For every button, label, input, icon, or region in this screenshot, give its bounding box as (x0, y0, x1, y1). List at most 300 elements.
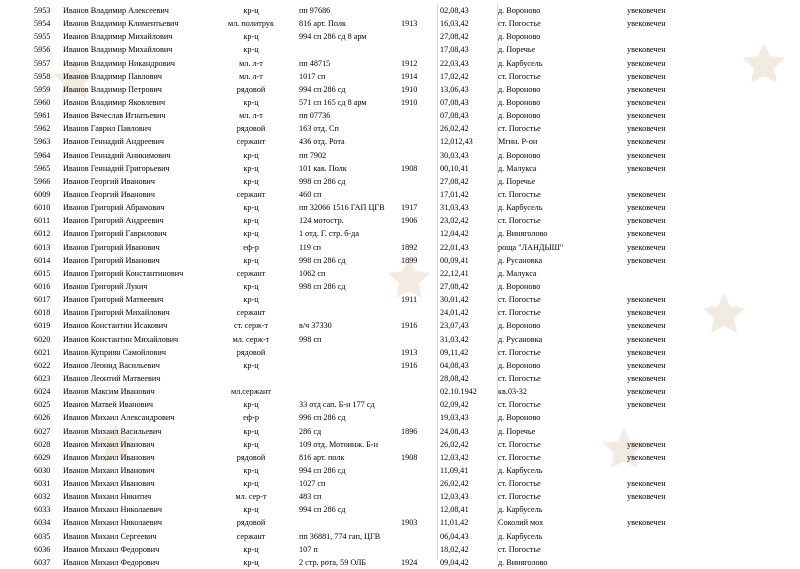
military-rank: еф-р (243, 242, 259, 252)
memorial-status: увековечен (627, 518, 666, 528)
record-number: 6033 (34, 505, 51, 515)
death-date: 12,03,43 (440, 492, 469, 502)
burial-place: роща "ЛАНДЫШ" (498, 242, 564, 252)
death-date: 23,07,43 (440, 321, 469, 331)
burial-place: ст. Погостье (498, 295, 541, 305)
record-number: 6024 (34, 387, 51, 397)
burial-place: ст. Погостье (498, 400, 541, 410)
person-name: Иванов Григорий Иванович (63, 255, 160, 265)
burial-place: д. Виняголово (498, 229, 548, 239)
military-rank: мл. политрук (228, 19, 274, 29)
death-date: 17,08,43 (440, 45, 469, 55)
death-date: 04,08,43 (440, 360, 469, 370)
death-date: 11,09,41 (440, 465, 469, 475)
military-rank: кр-ц (243, 544, 259, 554)
burial-place: ст. Погостье (498, 71, 541, 81)
burial-place: д. Вороново (498, 111, 541, 121)
record-number: 6018 (34, 308, 51, 318)
record-number: 5956 (34, 45, 51, 55)
person-name: Иванов Владимир Климентьевич (63, 19, 179, 29)
person-name: Иванов Вячеслав Игнатьевич (63, 111, 166, 121)
birth-year: 1908 (401, 452, 418, 462)
record-number: 6019 (34, 321, 51, 331)
memorial-status: увековечен (627, 84, 666, 94)
burial-place: д. Малукса (498, 163, 537, 173)
birth-year: 1903 (401, 518, 418, 528)
person-name: Иванов Владимир Михайлович (63, 45, 173, 55)
memorial-status: увековечен (627, 6, 666, 15)
burial-place: ст. Погостье (498, 544, 541, 554)
record-number: 6015 (34, 268, 51, 278)
person-name: Иванов Леонид Васильевич (63, 360, 160, 370)
person-name: Иванов Михаил Васильевич (63, 426, 162, 436)
record-number: 5954 (34, 19, 51, 29)
table-row (0, 4, 800, 17)
death-date: 00,09,41 (440, 255, 469, 265)
military-unit: 998 сп 286 сд (299, 281, 346, 291)
military-unit: пп 7902 (299, 150, 327, 160)
person-name: Иванов Владимир Никандрович (63, 58, 176, 68)
military-rank: кр-ц (243, 281, 259, 291)
death-date: 06,04,43 (440, 531, 469, 541)
person-name: Иванов Григорий Абрамович (63, 203, 165, 213)
memorial-status: увековечен (627, 124, 666, 134)
birth-year: 1910 (401, 97, 418, 107)
birth-year: 1896 (401, 426, 418, 436)
military-rank: кр-ц (243, 426, 259, 436)
record-number: 5965 (34, 163, 51, 173)
death-date: 23,02,42 (440, 216, 469, 226)
table-row (0, 398, 800, 411)
birth-year: 1911 (401, 295, 418, 305)
person-name: Иванов Максим Иванович (63, 387, 155, 397)
military-rank: сержант (236, 137, 266, 147)
person-name: Иванов Михаил Иванович (63, 479, 155, 489)
military-unit: 483 сп (299, 492, 322, 502)
table-row (0, 188, 800, 201)
birth-year: 1899 (401, 255, 418, 265)
person-name: Иванов Григорий Матвеевич (63, 295, 164, 305)
person-name: Иванов Михаил Иванович (63, 439, 155, 449)
person-name: Иванов Михаил Иванович (63, 452, 155, 462)
person-name: Иванов Михаил Иванович (63, 465, 155, 475)
burial-place: ст. Погостье (498, 124, 541, 134)
person-name: Иванов Владимир Алексеевич (63, 6, 169, 15)
memorial-status: увековечен (627, 137, 666, 147)
memorial-status: увековечен (627, 479, 666, 489)
military-rank: кр-ц (243, 163, 259, 173)
record-number: 6022 (34, 360, 51, 370)
burial-place: д. Поречье (498, 426, 536, 436)
memorial-status: увековечен (627, 439, 666, 449)
death-date: 26,02,42 (440, 439, 469, 449)
military-unit: 998 сп 286 сд (299, 176, 346, 186)
memorial-status: увековечен (627, 45, 666, 55)
burial-place: д. Вороново (498, 150, 541, 160)
death-date: 22,12,41 (440, 268, 469, 278)
table-row (0, 451, 800, 464)
birth-year: 1914 (401, 71, 418, 81)
table-row (0, 17, 800, 30)
memorial-status: увековечен (627, 163, 666, 173)
record-number: 5961 (34, 111, 51, 121)
burial-place: ст. Погостье (498, 308, 541, 318)
person-name: Иванов Леонтий Матвеевич (63, 373, 161, 383)
death-date: 28,08,42 (440, 373, 469, 383)
military-rank: кр-ц (243, 400, 259, 410)
military-rank: кр-ц (243, 360, 259, 370)
military-unit: 1 отд. Г. стр. б-да (299, 229, 359, 239)
military-rank: рядовой (236, 518, 266, 528)
death-date: 27,08,42 (440, 176, 469, 186)
military-rank: еф-р (243, 413, 259, 423)
table-row (0, 346, 800, 359)
military-rank: мл. л-т (239, 111, 263, 121)
military-rank: рядовой (236, 452, 266, 462)
military-unit: 816 арт. Полк (299, 19, 346, 29)
death-date: 26,02,42 (440, 124, 469, 134)
memorial-status: увековечен (627, 347, 666, 357)
military-rank: кр-ц (243, 505, 259, 515)
table-row (0, 477, 800, 490)
death-date: 18,02,42 (440, 544, 469, 554)
person-name: Иванов Константин Исакович (63, 321, 168, 331)
burial-place: д. Виняголово (498, 557, 548, 567)
person-name: Иванов Геннадий Аникимович (63, 150, 171, 160)
table-row (0, 503, 800, 516)
military-unit: 286 сд (299, 426, 322, 436)
table-row (0, 306, 800, 319)
military-unit: пп 36881, 774 гап, ЦГВ (299, 531, 381, 541)
birth-year: 1906 (401, 216, 418, 226)
person-name: Иванов Григорий Гаврилович (63, 229, 167, 239)
record-number: 5957 (34, 58, 51, 68)
person-name: Иванов Михаил Николаевич (63, 505, 163, 515)
memorial-status: увековечен (627, 400, 666, 410)
record-number: 6031 (34, 479, 51, 489)
military-rank: кр-ц (243, 150, 259, 160)
burial-place: ст. Погостье (498, 439, 541, 449)
military-rank: рядовой (236, 124, 266, 134)
military-unit: 107 п (299, 544, 318, 554)
death-date: 26,02,42 (440, 479, 469, 489)
burial-place: д. Вороново (498, 281, 541, 291)
military-unit: 163 отд. Сп (299, 124, 339, 134)
military-rank: кр-ц (243, 295, 259, 305)
military-rank: кр-ц (243, 6, 259, 15)
memorial-status: увековечен (627, 360, 666, 370)
burial-place: д. Карбусель (498, 531, 543, 541)
burial-place: д. Малукса (498, 268, 537, 278)
burial-place: ст. Погостье (498, 452, 541, 462)
death-date: 31,03,43 (440, 203, 469, 213)
military-rank: рядовой (236, 347, 266, 357)
military-unit: 998 сп 286 сд (299, 255, 346, 265)
military-rank: кр-ц (243, 203, 259, 213)
table-row (0, 83, 800, 96)
burial-place: Соколий мох (498, 518, 544, 528)
burial-place: д. Карбусель (498, 505, 543, 515)
death-date: 30,03,43 (440, 150, 469, 160)
memorial-status: увековечен (627, 242, 666, 252)
military-unit: 119 сп (299, 242, 322, 252)
military-rank: кр-ц (243, 216, 259, 226)
person-name: Иванов Михаил Сергеевич (63, 531, 157, 541)
person-name: Иванов Григорий Иванович (63, 242, 160, 252)
burial-place: ст. Погостье (498, 216, 541, 226)
memorial-list-table (0, 4, 800, 569)
person-name: Иванов Владимир Яковлевич (63, 97, 166, 107)
table-row (0, 319, 800, 332)
person-name: Иванов Георгий Иванович (63, 189, 155, 199)
table-row (0, 43, 800, 56)
record-number: 6023 (34, 373, 51, 383)
military-rank: ст. серж-т (233, 321, 269, 331)
death-date: 17,02,42 (440, 71, 469, 81)
table-row (0, 201, 800, 214)
military-unit: 994 сп 286 сд (299, 465, 346, 475)
burial-place: д. Русановка (498, 255, 543, 265)
memorial-status: увековечен (627, 321, 666, 331)
military-unit: пп 07736 (299, 111, 331, 121)
memorial-status: увековечен (627, 452, 666, 462)
burial-place: д. Вороново (498, 360, 541, 370)
memorial-status: увековечен (627, 373, 666, 383)
memorial-status: увековечен (627, 189, 666, 199)
memorial-status: увековечен (627, 97, 666, 107)
death-date: 24,08,43 (440, 426, 469, 436)
memorial-status: увековечен (627, 295, 666, 305)
record-number: 5964 (34, 150, 51, 160)
person-name: Иванов Куприян Самойлович (63, 347, 166, 357)
military-rank: кр-ц (243, 439, 259, 449)
person-name: Иванов Матвей Иванович (63, 400, 153, 410)
military-unit: 1062 сп (299, 268, 326, 278)
death-date: 00,10,41 (440, 163, 469, 173)
death-date: 02,09,42 (440, 400, 469, 410)
table-row (0, 333, 800, 346)
person-name: Иванов Георгий Иванович (63, 176, 155, 186)
record-number: 6032 (34, 492, 51, 502)
record-number: 6013 (34, 242, 51, 252)
memorial-status: увековечен (627, 334, 666, 344)
military-unit: пп 97686 (299, 6, 331, 15)
table-row (0, 267, 800, 280)
record-number: 6021 (34, 347, 51, 357)
person-name: Иванов Михаил Федорович (63, 544, 160, 554)
burial-place: ст. Погостье (498, 479, 541, 489)
table-row (0, 385, 800, 398)
person-name: Иванов Константин Михайлович (63, 334, 179, 344)
person-name: Иванов Владимир Михайлович (63, 32, 173, 42)
death-date: 12,03,42 (440, 452, 469, 462)
memorial-status: увековечен (627, 58, 666, 68)
death-date: 17,01,42 (440, 189, 469, 199)
record-number: 6029 (34, 452, 51, 462)
birth-year: 1910 (401, 84, 418, 94)
person-name: Иванов Геннадий Андреевич (63, 137, 164, 147)
memorial-status: увековечен (627, 19, 666, 29)
memorial-status: увековечен (627, 203, 666, 213)
record-number: 6020 (34, 334, 51, 344)
death-date: 13,06,43 (440, 84, 469, 94)
birth-year: 1917 (401, 203, 418, 213)
military-rank: кр-ц (243, 229, 259, 239)
person-name: Иванов Геннадий Григорьевич (63, 163, 170, 173)
birth-year: 1913 (401, 19, 418, 29)
record-number: 6027 (34, 426, 51, 436)
military-unit: 124 мотостр. (299, 216, 344, 226)
military-rank: сержант (236, 531, 266, 541)
military-rank: рядовой (236, 84, 266, 94)
military-unit: 109 отд. Мотоинж. Б-н (299, 439, 378, 449)
military-rank: сержант (236, 268, 266, 278)
person-name: Иванов Михаил Федорович (63, 557, 160, 567)
record-number: 6014 (34, 255, 51, 265)
military-unit: 994 сп 286 сд (299, 84, 346, 94)
birth-year: 1916 (401, 360, 418, 370)
memorial-status: увековечен (627, 111, 666, 121)
record-number: 6034 (34, 518, 51, 528)
table-row (0, 464, 800, 477)
burial-place: ст. Погостье (498, 373, 541, 383)
record-number: 5958 (34, 71, 51, 81)
person-name: Иванов Михаил Никитич (63, 492, 152, 502)
record-number: 6012 (34, 229, 51, 239)
record-number: 6036 (34, 544, 51, 554)
death-date: 31,03,42 (440, 334, 469, 344)
military-rank: мл. сер-т (235, 492, 267, 502)
burial-place: ст. Погостье (498, 189, 541, 199)
military-rank: мл. л-т (239, 58, 263, 68)
military-unit: 33 отд сап. Б-н 177 сд (299, 400, 375, 410)
military-rank: кр-ц (243, 255, 259, 265)
military-rank: кр-ц (243, 465, 259, 475)
memorial-status: увековечен (627, 216, 666, 226)
burial-place: д. Вороново (498, 321, 541, 331)
burial-place: Мгин. Р-он (498, 137, 538, 147)
burial-place: д. Вороново (498, 32, 541, 42)
record-number: 6030 (34, 465, 51, 475)
death-date: 19,03,43 (440, 413, 469, 423)
record-number: 5966 (34, 176, 51, 186)
table-row (0, 254, 800, 267)
military-rank: мл.сержант (230, 387, 272, 397)
table-row (0, 293, 800, 306)
military-rank: кр-ц (243, 32, 259, 42)
table-row (0, 438, 800, 451)
table-row (0, 425, 800, 438)
military-unit: 2 стр. рота, 59 ОЛБ (299, 557, 367, 567)
military-unit: 1027 сп (299, 479, 326, 489)
death-date: 02.10.1942 (440, 387, 477, 397)
death-date: 11,01,42 (440, 518, 469, 528)
table-row (0, 122, 800, 135)
military-unit: 816 арт. полк (299, 452, 345, 462)
birth-year: 1908 (401, 163, 418, 173)
record-number: 6016 (34, 281, 51, 291)
burial-place: ст. Погостье (498, 19, 541, 29)
birth-year: 1924 (401, 557, 418, 567)
record-number: 5963 (34, 137, 51, 147)
table-row (0, 109, 800, 122)
death-date: 27,08,42 (440, 281, 469, 291)
table-row (0, 490, 800, 503)
birth-year: 1912 (401, 58, 418, 68)
death-date: 09,11,42 (440, 347, 469, 357)
memorial-status: увековечен (627, 71, 666, 81)
memorial-status: увековечен (627, 229, 666, 239)
record-number: 6026 (34, 413, 51, 423)
military-unit: 994 сп 286 сд (299, 505, 346, 515)
burial-place: д. Карбусель (498, 58, 543, 68)
burial-place: д. Карбусель (498, 203, 543, 213)
birth-year: 1913 (401, 347, 418, 357)
table-row (0, 543, 800, 556)
memorial-status: увековечен (627, 308, 666, 318)
death-date: 02,08,43 (440, 6, 469, 15)
death-date: 22,03,43 (440, 58, 469, 68)
military-rank: кр-ц (243, 557, 259, 567)
death-date: 12,08,41 (440, 505, 469, 515)
table-row (0, 241, 800, 254)
military-rank: сержант (236, 189, 266, 199)
record-number: 6035 (34, 531, 51, 541)
table-row (0, 227, 800, 240)
military-rank: мл. л-т (239, 71, 263, 81)
table-row (0, 162, 800, 175)
table-row (0, 214, 800, 227)
military-unit: пп 48715 (299, 58, 331, 68)
memorial-status: увековечен (627, 255, 666, 265)
table-row (0, 411, 800, 424)
burial-place: д. Поречье (498, 45, 536, 55)
memorial-status: увековечен (627, 150, 666, 160)
death-date: 27,08,42 (440, 32, 469, 42)
table-row (0, 175, 800, 188)
burial-place: д. Поречье (498, 176, 536, 186)
memorial-status: увековечен (627, 492, 666, 502)
death-date: 12,04,42 (440, 229, 469, 239)
table-row (0, 149, 800, 162)
death-date: 22,01,43 (440, 242, 469, 252)
person-name: Иванов Григорий Михайлович (63, 308, 170, 318)
table-row (0, 556, 800, 569)
person-name: Иванов Михаил Николаевич (63, 518, 163, 528)
death-date: 09,04,42 (440, 557, 469, 567)
military-unit: в/ч 37330 (299, 321, 332, 331)
death-date: 12,012,43 (440, 137, 473, 147)
burial-place: д. Карбусель (498, 465, 543, 475)
record-number: 6009 (34, 189, 51, 199)
military-unit: пп 32066 1516 ГАП ЦГВ (299, 203, 385, 213)
table-row (0, 359, 800, 372)
person-name: Иванов Гаврил Павлович (63, 124, 152, 134)
military-rank: кр-ц (243, 176, 259, 186)
death-date: 07,08,43 (440, 97, 469, 107)
person-name: Иванов Григорий Константинович (63, 268, 184, 278)
military-unit: 571 сп 165 сд 8 арм (299, 97, 367, 107)
record-number: 5959 (34, 84, 51, 94)
record-number: 5960 (34, 97, 51, 107)
military-unit: 998 сп (299, 334, 322, 344)
death-date: 24,01,42 (440, 308, 469, 318)
record-number: 6025 (34, 400, 51, 410)
record-number: 6011 (34, 216, 51, 226)
birth-year: 1916 (401, 321, 418, 331)
table-row (0, 372, 800, 385)
person-name: Иванов Михаил Александрович (63, 413, 175, 423)
